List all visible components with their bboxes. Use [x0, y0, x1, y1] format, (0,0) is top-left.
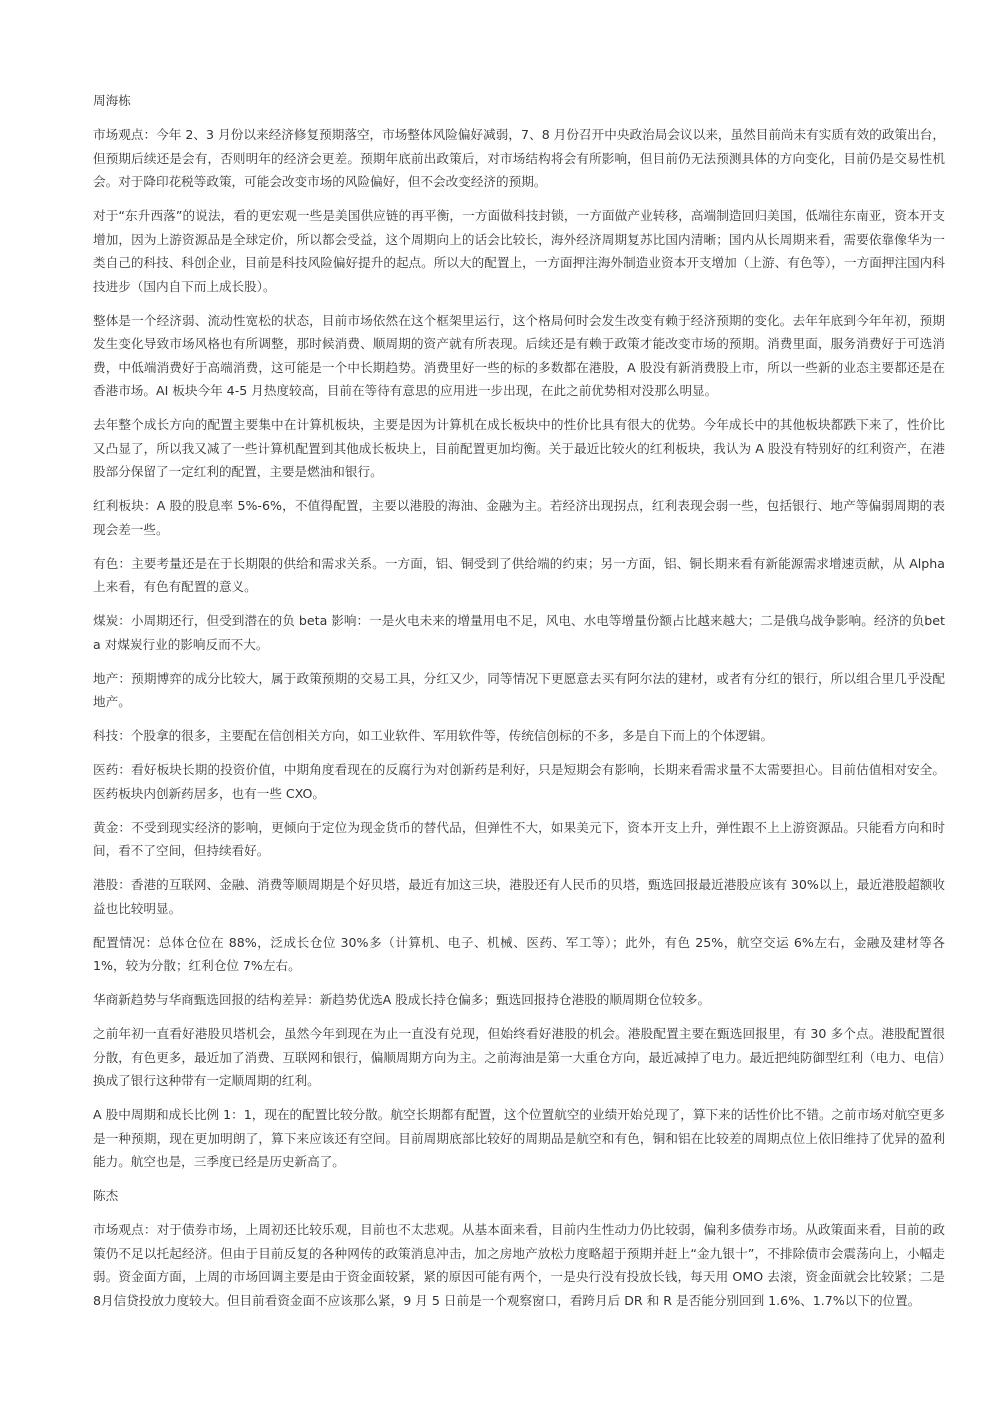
- speaker-name-zhou: 周海栋: [93, 93, 131, 108]
- paragraph-growth-allocation: 去年整个成长方向的配置主要集中在计算机板块，主要是因为计算机在成长板块中的性价比具有很大的优势。今年成长中的其他板块都跌下来了，性价比又凸显了，所以我又减了一些计算机配置到其他成长板块上，目前配置更加均衡。关于最近比较火的红利板块，我认为 A 股没有特别好的红利资产，在港股部分保留了一定红利的配置，主要是燃油和银行。: [93, 417, 945, 479]
- paragraph-allocation: 配置情况：总体仓位在 88%，泛成长仓位 30%多（计算机、电子、机械、医药、军工等）；此外，有色 25%，航空交运 6%左右，金融及建材等各 1%，较为分散；红利仓位 7%左右。: [93, 934, 945, 973]
- paragraph-gold: 黄金：不受到现实经济的影响，更倾向于定位为现金货币的替代品，但弹性不大，如果美元下，资本开支上升，弹性跟不上上游资源品。只能看方向和时间，看不了空间，但持续看好。: [93, 819, 945, 858]
- document-page: [93, 89, 945, 1323]
- paragraph-coal: 煤炭：小周期还行，但受到潜在的负 beta 影响：一是火电未来的增量用电不足，风电、水电等增量份额占比越来越大；二是俄乌战争影响。经济的负beta 对煤炭行业的影响反而不大。: [93, 613, 945, 652]
- paragraph-real-estate: 地产：预期博弈的成分比较大，属于政策预期的交易工具，分红又少，同等情况下更愿意去买有阿尔法的建材，或者有分红的银行，所以组合里几乎没配地产。: [93, 670, 945, 709]
- paragraph-hk-beta: 之前年初一直看好港股贝塔机会，虽然今年到现在为止一直没有兑现，但始终看好港股的机会。港股配置主要在甄选回报里，有 30 多个点。港股配置很分散，有色更多，最近加了消费、互联网和银行，偏顺周期方向为主。之前海油是第一大重仓方向，最近减掉了电力。最近把纯防御型红利（电力、电信）换成了银行这种带有一定顺周期的红利。: [93, 1026, 945, 1088]
- speaker-name-chen: 陈杰: [93, 1188, 119, 1203]
- paragraph-tech: 科技：个股拿的很多，主要配在信创相关方向，如工业软件、军用软件等，传统信创标的不多，多是自下而上的个体逻辑。: [93, 728, 774, 743]
- paragraph-overall: 整体是一个经济弱、流动性宽松的状态，目前市场依然在这个框架里运行，这个格局何时会发生改变有赖于经济预期的变化。去年年底到今年年初，预期发生变化导致市场风格也有所调整，那时候消费、顺周期的资产就有所表现。后续还是有赖于政策才能改变市场的预期。消费里面，服务消费好于可选消费，中低端消费好于高端消费，这可能是一个中长期趋势。消费里好一些的标的多数都在港股，A 股没有新消费股上市，所以一些新的业态主要都还是在香港市场。AI 板块今年 4-5 月热度较高，目前在等待有意思的应用进一步出现，在此之前优势相对没那么明显。: [93, 312, 945, 398]
- paragraph-a-share-ratio: A 股中周期和成长比例 1：1，现在的配置比较分散。航空长期都有配置，这个位置航空的业绩开始兑现了，算下来的话性价比不错。之前市场对航空更多是一种预期，现在更加明朗了，算下来应该还有空间。目前周期底部比较好的周期品是航空和有色，铜和铝在比较差的周期点位上依旧维持了优异的盈利能力。航空也是，三季度已经是历史新高了。: [93, 1107, 945, 1169]
- paragraph-dividend: 红利板块：A 股的股息率 5%-6%，不值得配置，主要以港股的海油、金融为主。若经济出现拐点，红利表现会弱一些，包括银行、地产等偏弱周期的表现会差一些。: [93, 498, 945, 537]
- paragraph-east-west: 对于“东升西落”的说法，看的更宏观一些是美国供应链的再平衡，一方面做科技封锁，一方面做产业转移，高端制造回归美国，低端往东南亚，资本开支增加，因为上游资源品是全球定价，所以都会受益，这个周期向上的话会比较长，海外经济周期复苏比国内清晰；国内从长周期来看，需要依靠像华为一类自己的科技、科创企业，目前是科技风险偏好提升的起点。所以大的配置上，一方面押注海外制造业资本开支增加（上游、有色等），一方面押注国内科技进步（国内自下而上成长股）。: [93, 208, 945, 294]
- paragraph-nonferrous: 有色：主要考量还是在于长期限的供给和需求关系。一方面，铝、铜受到了供给端的约束；另一方面，铝、铜长期来看有新能源需求增速贡献，从 Alpha 上来看，有色有配置的意义。: [93, 555, 945, 594]
- paragraph-market-view: 市场观点：今年 2、3 月份以来经济修复预期落空，市场整体风险偏好减弱，7、8 月份召开中央政治局会议以来，虽然目前尚未有实质有效的政策出台，但预期后续还是会有，否则明年的经济会更差。预期年底前出政策后，对市场结构将会有所影响，但目前仍无法预测具体的方向变化，目前仍是交易性机会。对于降印花税等政策，可能会改变市场的风险偏好，但不会改变经济的预期。: [93, 127, 945, 189]
- paragraph-hk-stocks: 港股：香港的互联网、金融、消费等顺周期是个好贝塔，最近有加这三块，港股还有人民币的贝塔，甄选回报最近港股应该有 30%以上，最近港股超额收益也比较明显。: [93, 877, 945, 916]
- paragraph-pharma: 医药：看好板块长期的投资价值，中期角度看现在的反腐行为对创新药是利好，只是短期会有影响，长期来看需求量不太需要担心。目前估值相对安全。医药板块内创新药居多，也有一些 CXO。: [93, 762, 945, 801]
- paragraph-fund-difference: 华商新趋势与华商甄选回报的结构差异：新趋势优选A 股成长持仓偏多；甄选回报持仓港股的顺周期仓位较多。: [93, 992, 711, 1007]
- paragraph-bond-view: 市场观点：对于债券市场，上周初还比较乐观，目前也不太悲观。从基本面来看，目前内生性动力仍比较弱，偏利多债券市场。从政策面来看，目前的政策仍不足以托起经济。但由于目前反复的各种网传的政策消息冲击，加之房地产放松力度略超于预期并赶上“金九银十”，不排除债市会震荡向上，小幅走弱。资金面方面，上周的市场回调主要是由于资金面较紧，紧的原因可能有两个，一是央行没有投放长钱，每天用 OMO 去滚，资金面就会比较紧；二是 8月信贷投放力度较大。但目前看资金面不应该那么紧，9 月 5 日前是一个观察窗口，看跨月后 DR 和 R 是否能分别回到 1.6%、1.7%以下的位置。: [93, 1222, 945, 1308]
